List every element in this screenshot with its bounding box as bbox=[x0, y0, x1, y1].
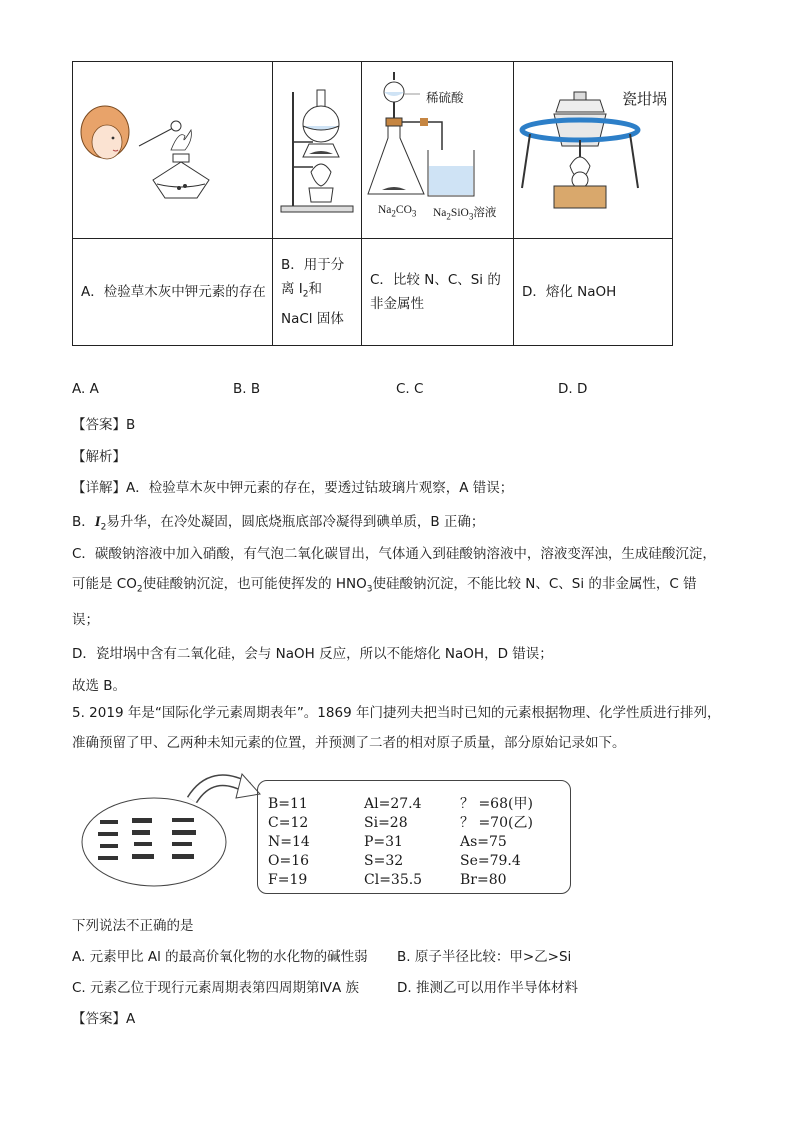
sodium-silicate-label: $Na_2SiO_3$溶液 bbox=[433, 207, 497, 222]
q4-answer: 【答案】B bbox=[72, 417, 136, 433]
q4-analysis-title: 【解析】 bbox=[72, 449, 126, 465]
data-column-2 bbox=[364, 795, 422, 890]
q4-detail-b: B．$I_2$易升华，在冷处凝固，圆底烧瓶底部冷凝得到碘单质，B 正确； bbox=[72, 514, 485, 533]
q4-conclusion: 故选 B。 bbox=[72, 678, 127, 694]
q4-detail-c: C．碳酸钠溶液中加入硝酸，有气泡二氧化碳冒出，气体通入到硅酸钠溶液中，溶液变浑浊，生成硅酸沉淀，可能是 $CO_2$使硅酸钠沉淀，也可能使挥发的 $HNO_3$使硅酸钠沉淀，不能比较 N、C、Si 的非金属性，C 错误； bbox=[72, 546, 716, 628]
experiment-table bbox=[72, 61, 673, 346]
data-column-1 bbox=[268, 795, 310, 890]
crucible-heating-illustration bbox=[514, 62, 673, 239]
sublimation-apparatus-illustration bbox=[273, 62, 362, 239]
data-entry: S=32 bbox=[364, 853, 404, 869]
data-entry: N=14 bbox=[268, 834, 310, 850]
q5-question: 下列说法不正确的是 bbox=[72, 918, 194, 934]
q5-option-d: D. 推测乙可以用作半导体材料 bbox=[397, 980, 578, 996]
data-entry: Se=79.4 bbox=[460, 853, 521, 869]
q5-option-c: C. 元素乙位于现行元素周期表第四周期第ⅣA 族 bbox=[72, 980, 359, 996]
q5-option-b: B. 原子半径比较：甲>乙>Si bbox=[397, 949, 572, 965]
q4-detail-d: D．瓷坩埚中含有二氧化硅，会与 NaOH 反应，所以不能熔化 NaOH，D 错误； bbox=[72, 646, 553, 662]
data-entry: F=19 bbox=[268, 872, 308, 888]
acid-comparison-apparatus-illustration bbox=[362, 62, 514, 239]
data-entry: Cl=35.5 bbox=[364, 872, 423, 888]
q4-detail-a: 【详解】A．检验草木灰中钾元素的存在，要透过钴玻璃片观察，A 错误； bbox=[72, 480, 514, 496]
data-entry: Si=28 bbox=[364, 815, 408, 831]
crucible-label: 瓷坩埚 bbox=[622, 90, 668, 108]
data-entry: B=11 bbox=[268, 796, 308, 812]
cell-option-b: B．用于分离 $I_2$和 NaCl 固体 bbox=[273, 239, 362, 346]
data-entry: Al=27.4 bbox=[364, 796, 422, 812]
data-entry: ？ =68(甲) bbox=[460, 796, 533, 812]
choice-d: D. D bbox=[558, 381, 588, 397]
q5-stem: 5. 2019 年是“国际化学元素周期表年”。1869 年门捷列夫把当时已知的元素根据物理、化学性质进行排列，准确预留了甲、乙两种未知元素的位置，并预测了二者的相对原子质量，部分原始记录如下。 bbox=[72, 705, 721, 751]
data-entry: P=31 bbox=[364, 834, 403, 850]
data-entry: ？ =70(乙) bbox=[460, 815, 533, 831]
data-entry: Br=80 bbox=[460, 872, 507, 888]
data-entry: C=12 bbox=[268, 815, 309, 831]
sodium-carbonate-label: $Na_2CO_3$ bbox=[378, 204, 417, 219]
choice-b: B. B bbox=[233, 381, 261, 397]
data-entry: As=75 bbox=[460, 834, 507, 850]
q5-answer: 【答案】A bbox=[72, 1011, 136, 1027]
cell-option-d: D．熔化 NaOH bbox=[514, 239, 673, 346]
choice-c: C. C bbox=[396, 381, 424, 397]
dilute-sulfuric-acid-label: 稀硫酸 bbox=[426, 90, 464, 105]
data-column-3 bbox=[460, 795, 533, 890]
flame-test-illustration bbox=[73, 62, 273, 239]
manuscript-illustration bbox=[72, 770, 262, 890]
choice-a: A. A bbox=[72, 381, 99, 397]
data-entry: O=16 bbox=[268, 853, 310, 869]
mendeleev-data-table bbox=[257, 780, 571, 894]
q5-option-a: A. 元素甲比 Al 的最高价氧化物的水化物的碱性弱 bbox=[72, 949, 368, 965]
cell-option-a: A．检验草木灰中钾元素的存在 bbox=[73, 239, 273, 346]
cell-option-c: C．比较 N、C、Si 的非金属性 bbox=[362, 239, 514, 346]
